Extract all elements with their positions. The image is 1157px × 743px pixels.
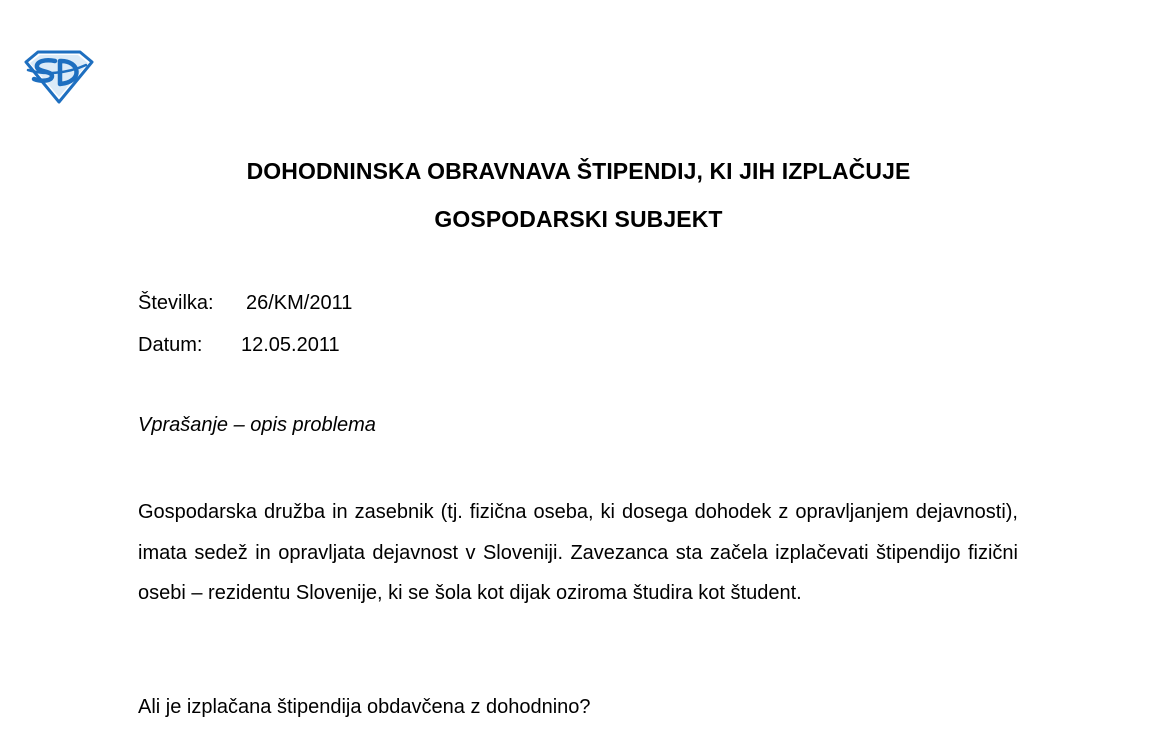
problem-description-paragraph: Gospodarska družba in zasebnik (tj. fizična oseba, ki dosega dohodek z opravljanjem dejavnosti), imata sedež in opravljata dejavnost v Sloveniji. Zavezanca sta začela izplačevati štipendijo fizični osebi – rezidentu Slovenije, ki se šola kot dijak oziroma študira kot študent. — [138, 501, 1018, 604]
document-title-line-2: GOSPODARSKI SUBJEKT — [434, 206, 723, 232]
document-number-label: Številka: — [138, 292, 214, 314]
question-text: Ali je izplačana štipendija obdavčena z dohodnino? — [138, 696, 591, 718]
document-date — [138, 334, 340, 357]
document-date-label: Datum: — [138, 334, 203, 356]
logo-emblem-icon — [22, 48, 96, 104]
document-number — [138, 292, 352, 315]
section-heading: Vprašanje – opis problema — [138, 414, 376, 436]
logo — [22, 48, 96, 104]
document-number-value: 26/KM/2011 — [246, 292, 353, 314]
document-date-value: 12.05.2011 — [241, 334, 340, 356]
document-title-line-1: DOHODNINSKA OBRAVNAVA ŠTIPENDIJ, KI JIH IZPLAČUJE — [246, 158, 911, 184]
